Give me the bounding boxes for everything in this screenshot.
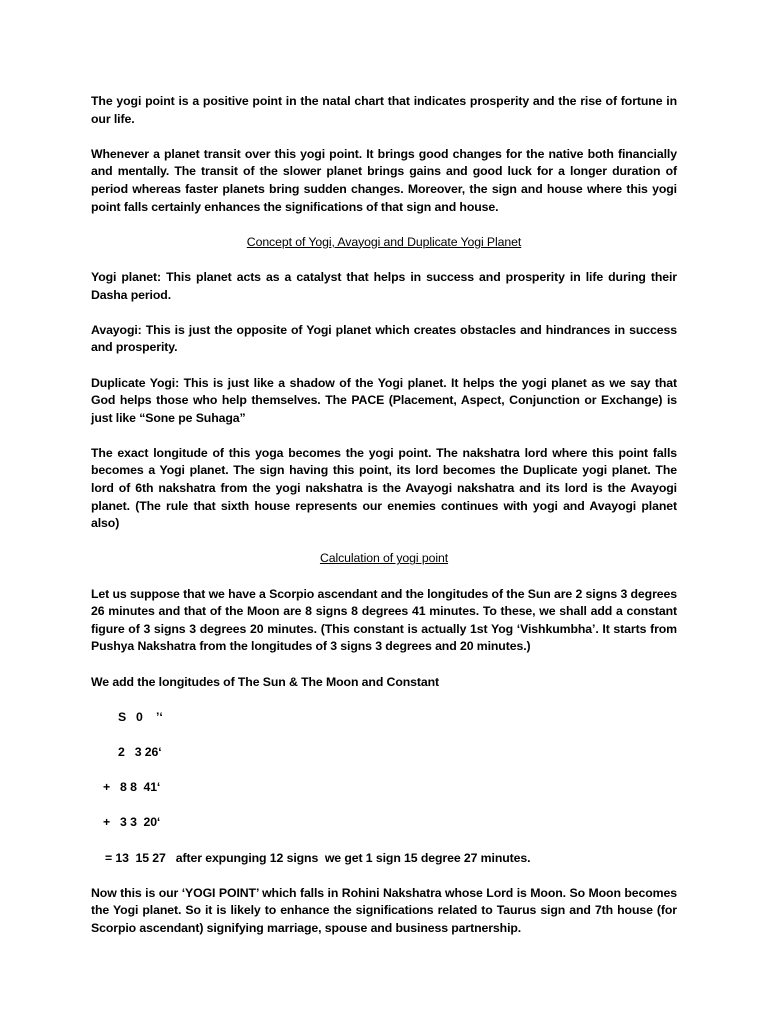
paragraph-avayogi: Avayogi: This is just the opposite of Yogi planet which creates obstacles and hindrances in success and prosperity. bbox=[91, 322, 677, 355]
calc-row-moon: + 8 8 41‘ bbox=[103, 780, 161, 795]
paragraph-yogi-point-conclusion: Now this is our ‘YOGI POINT’ which falls in Rohini Nakshatra whose Lord is Moon. So Moon becomes the Yogi planet. So it is likely to enhance the significations related to Taurus sign and 7th house (for Scorpio ascendant) signifying marriage, spouse and business partnership. bbox=[91, 885, 677, 935]
paragraph-duplicate-yogi: Duplicate Yogi: This is just like a shadow of the Yogi planet. It helps the yogi planet as we say that God helps those who help themselves. The PACE (Placement, Aspect, Conjunction or Exchange) is just like “Sone pe Suhaga” bbox=[91, 375, 677, 425]
paragraph-add-longitudes: We add the longitudes of The Sun & The Moon and Constant bbox=[91, 674, 440, 689]
paragraph-transit: Whenever a planet transit over this yogi point. It brings good changes for the native both financially and mentally. The transit of the slower planet brings gains and good luck for a longer duration of period whereas faster planets bring sudden changes. Moreover, the sign and house where this yogi point falls certainly enhances the significations of that sign and house. bbox=[91, 146, 677, 214]
heading-calculation: Calculation of yogi point bbox=[319, 551, 449, 566]
calc-row-constant: + 3 3 20‘ bbox=[103, 815, 161, 830]
paragraph-example: Let us suppose that we have a Scorpio ascendant and the longitudes of the Sun are 2 signs 3 degrees 26 minutes and that of the Moon are 8 signs 8 degrees 41 minutes. To these, we shall add a constant figure of 3 signs 3 degrees 20 minutes. (This constant is actually 1st Yog ‘Vishkumbha’. It starts from Pushya Nakshatra from the longitudes of 3 signs 3 degrees and 20 minutes.) bbox=[91, 586, 677, 654]
calc-result: = 13 15 27 after expunging 12 signs we get 1 sign 15 degree 27 minutes. bbox=[105, 850, 531, 865]
heading-concept: Concept of Yogi, Avayogi and Duplicate Yogi Planet bbox=[246, 234, 522, 249]
calc-header: S 0 ’‘ bbox=[118, 709, 163, 724]
paragraph-intro: The yogi point is a positive point in the natal chart that indicates prosperity and the rise of fortune in our life. bbox=[91, 94, 677, 126]
paragraph-yogi-planet: Yogi planet: This planet acts as a catalyst that helps in success and prosperity in life during their Dasha period. bbox=[91, 269, 677, 302]
calc-row-sun: 2 3 26‘ bbox=[118, 744, 162, 759]
paragraph-exact-longitude: The exact longitude of this yoga becomes the yogi point. The nakshatra lord where this point falls becomes a Yogi planet. The sign having this point, its lord becomes the Duplicate yogi planet. The lord of 6th nakshatra from the yogi nakshatra is the Avayogi nakshatra and its lord is the Avayogi planet. (The rule that sixth house represents our enemies continues with yogi and Avayogi planet also) bbox=[91, 445, 677, 531]
document-body bbox=[91, 93, 677, 955]
